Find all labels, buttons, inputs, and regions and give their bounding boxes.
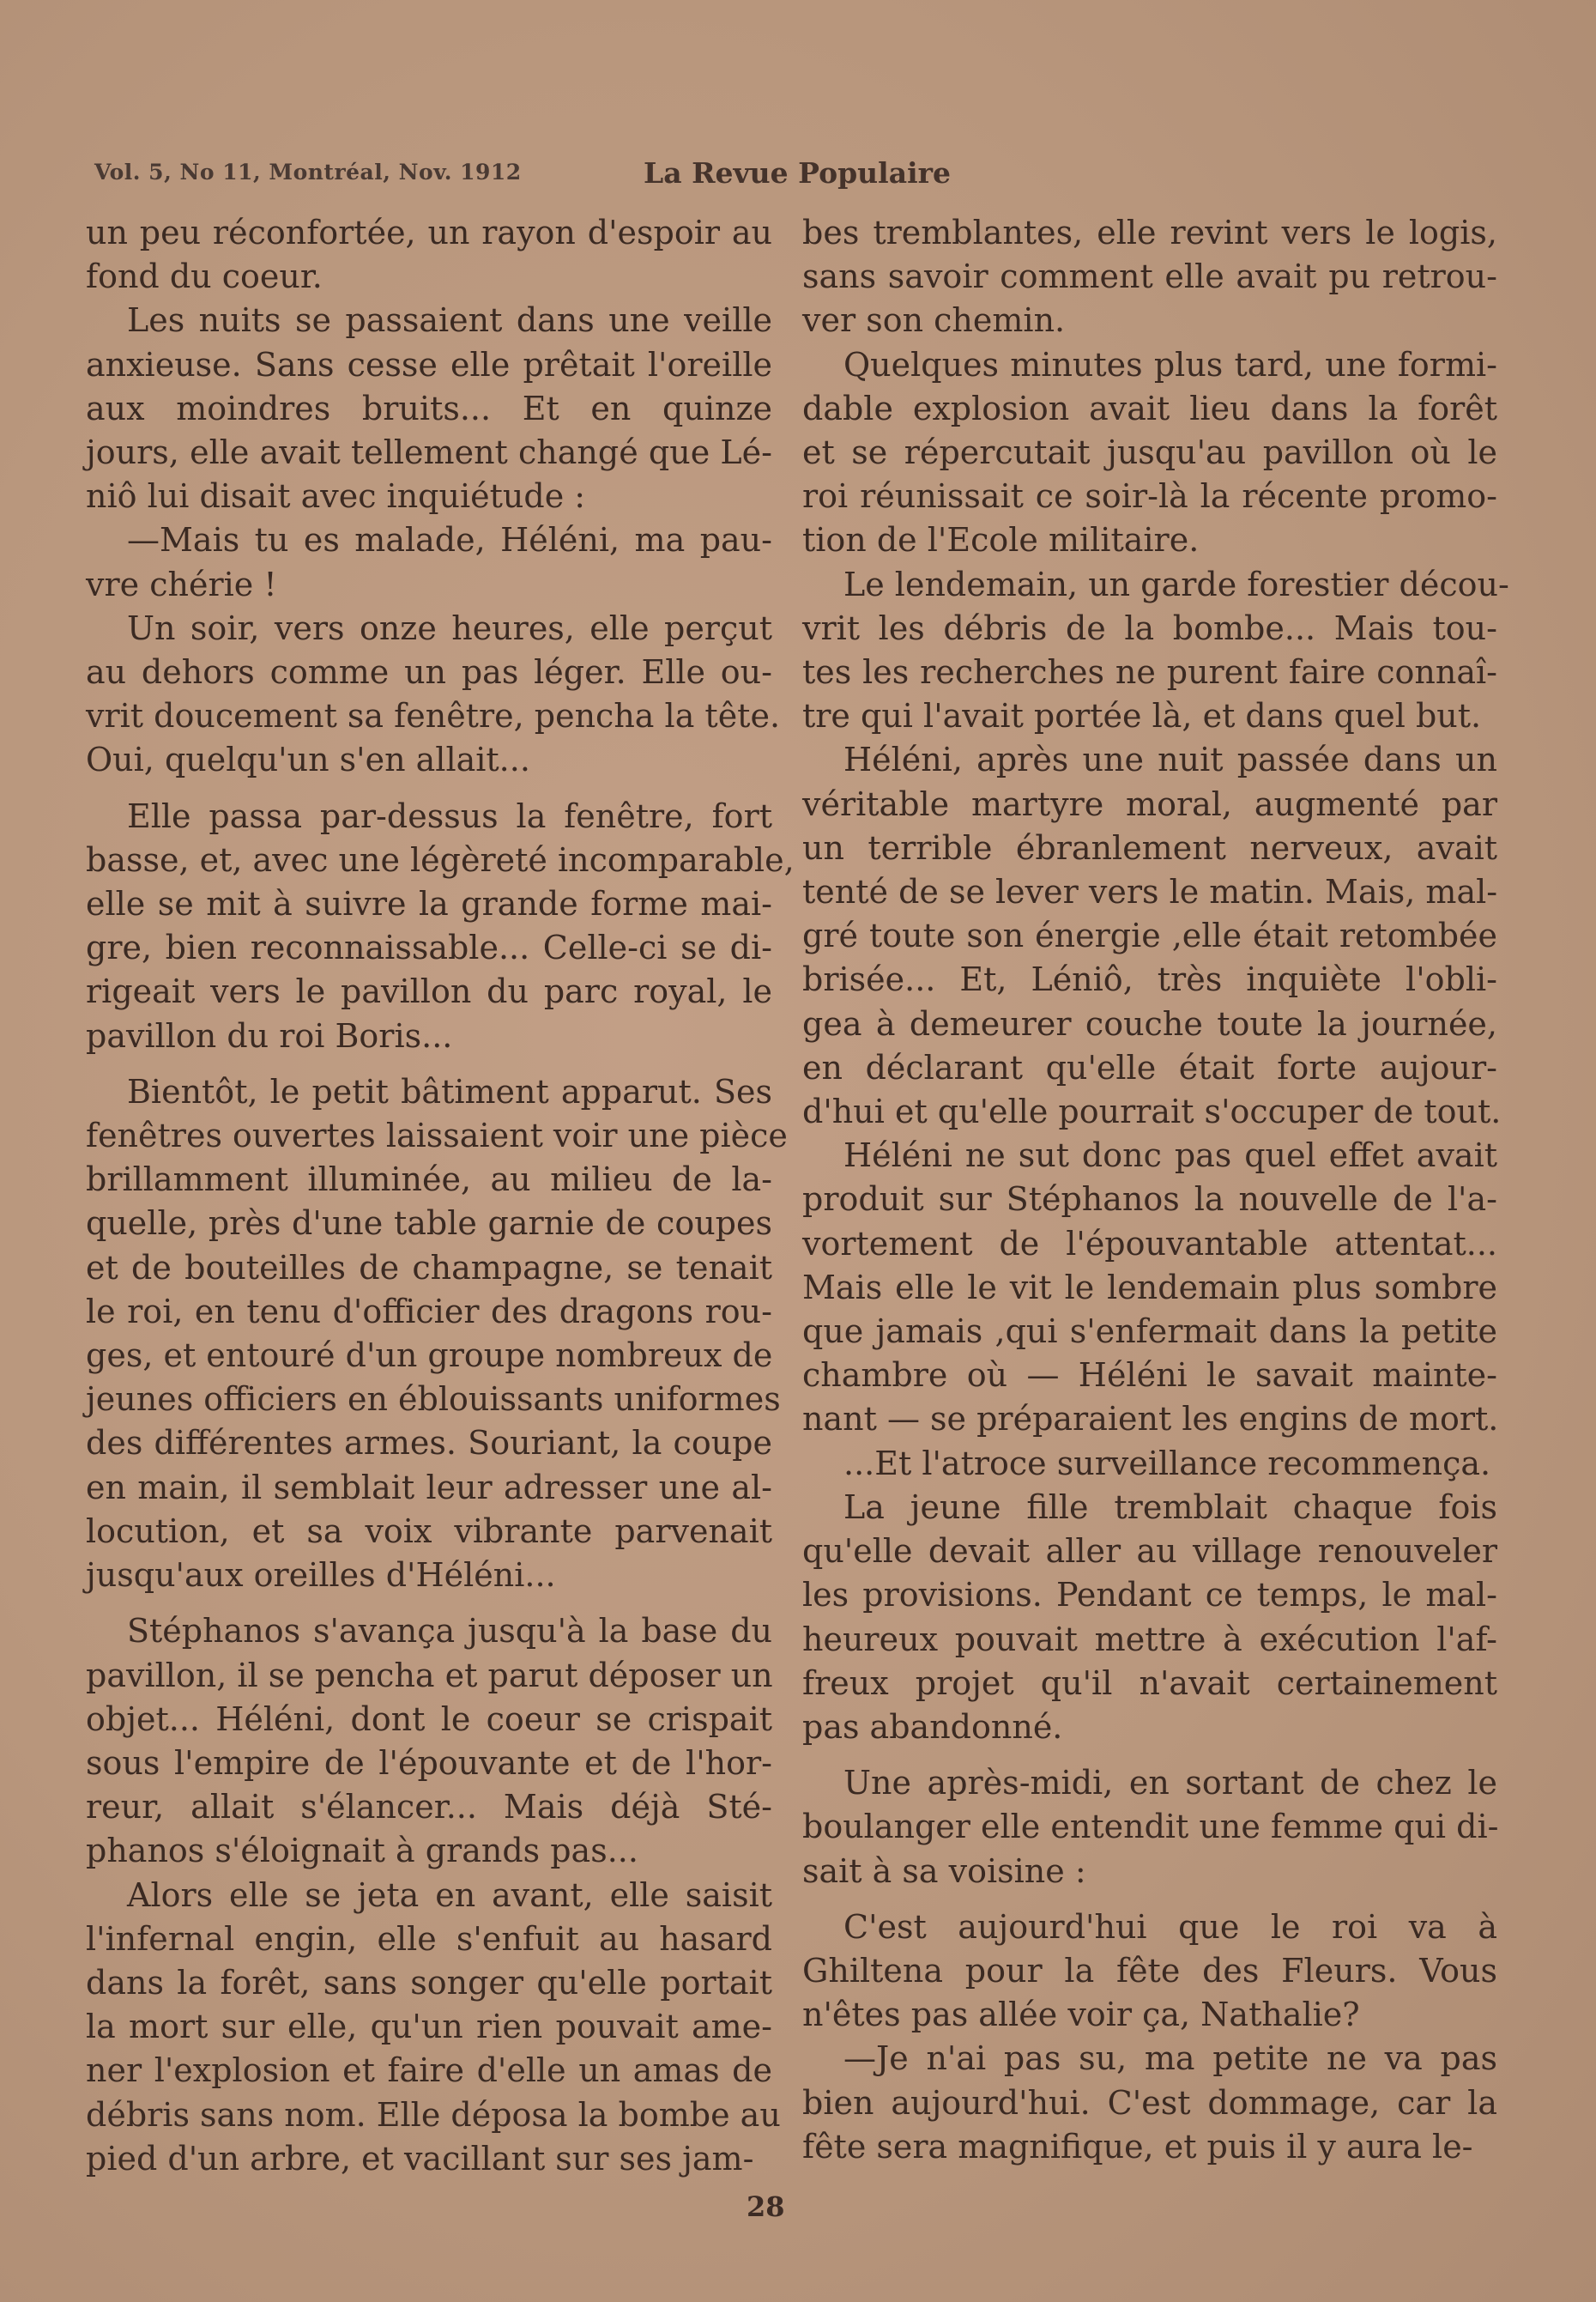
text-line: vre chérie ! [86,565,277,603]
text-line: quelle, près d'une table garnie de coupes [86,1204,772,1243]
text-line: Héléni ne sut donc pas quel effet avait [843,1136,1497,1175]
paragraph [802,343,1497,563]
text-line: d'hui et qu'elle pourrait s'occuper de tout. [802,1093,1502,1131]
text-line: niô lui disait avec inquiétude : [86,477,586,516]
issue-info: Vol. 5, No 11, Montréal, Nov. 1912 [94,160,522,185]
text-line: ver son chemin. [802,301,1066,340]
magazine-title: La Revue Populaire [644,156,951,190]
text-line: tes les recherches ne purent faire connaî- [802,653,1497,692]
page-number: 28 [747,2190,785,2223]
text-line: jours, elle avait tellement changé que Lé- [86,433,772,472]
text-line: nant — se préparaient les engins de mort. [802,1400,1499,1439]
text-line: rigeait vers le pavillon du parc royal, le [86,972,772,1011]
paragraph [86,299,772,518]
paragraph [802,1442,1497,1486]
text-line: bien aujourd'hui. C'est dommage, car la [802,2083,1497,2122]
text-line: la mort sur elle, qu'un rien pouvait ame- [86,2008,772,2046]
text-line: tenté de se lever vers le matin. Mais, mal- [802,873,1498,912]
text-line: sait à sa voisine : [802,1851,1086,1890]
text-line: elle se mit à suivre la grande forme mai- [86,885,772,924]
paragraph [802,1134,1497,1441]
text-line: bes tremblantes, elle revint vers le logis, [802,214,1497,251]
paragraph [86,1874,781,2181]
text-line: un peu réconfortée, un rayon d'espoir au [86,214,772,251]
text-line: dans la forêt, sans songer qu'elle portait [86,1963,772,2002]
text-line: fenêtres ouvertes laissaient voir une pièce [86,1117,788,1155]
text-line: tion de l'Ecole militaire. [802,521,1200,560]
text-line: n'êtes pas allée voir ça, Nathalie? [802,1996,1360,2034]
text-line: sans savoir comment elle avait pu retrou- [802,257,1497,296]
text-line: en main, il semblait leur adresser une al- [86,1468,772,1506]
text-line: Mais elle le vit le lendemain plus sombre [802,1268,1497,1306]
text-line: des différentes armes. Souriant, la coupe [86,1424,772,1463]
text-line: pavillon, il se pencha et parut déposer un [86,1656,773,1694]
text-line: Ghiltena pour la fête des Fleurs. Vous [802,1951,1497,1990]
text-line: aux moindres bruits... Et en quinze [86,389,772,427]
text-line: produit sur Stéphanos la nouvelle de l'a- [802,1180,1497,1219]
paragraph [802,563,1509,739]
text-line: pavillon du roi Boris... [86,1016,453,1055]
text-line: gea à demeurer couche toute la journée, [802,1004,1497,1043]
paragraph [802,738,1502,1134]
text-line: Les nuits se passaient dans une veille [127,301,772,340]
text-line: Oui, quelqu'un s'en allait... [86,741,530,779]
text-line: vrit les débris de la bombe... Mais tou- [802,609,1497,647]
text-line: —Je n'ai pas su, ma petite ne va pas [843,2039,1497,2078]
running-header [94,156,978,199]
text-line: tre qui l'avait portée là, et dans quel but. [802,697,1482,736]
text-line: gre, bien reconnaissable... Celle-ci se di- [86,929,772,967]
text-line: heureux pouvait mettre à exécution l'af- [802,1620,1497,1658]
text-line: en déclarant qu'elle était forte aujour- [802,1048,1497,1087]
text-line: C'est aujourd'hui que le roi va à [843,1907,1497,1946]
paragraph [86,607,781,783]
text-line: Une après-midi, en sortant de chez le [843,1764,1497,1802]
paragraph [802,2037,1497,2169]
text-line: jusqu'aux oreilles d'Héléni... [86,1556,556,1595]
right-column [802,211,1509,2169]
text-line: qu'elle devait aller au village renouveler [802,1532,1497,1571]
text-line: Alors elle se jeta en avant, elle saisit [127,1875,772,1914]
text-line: brisée... Et, Léniô, très inquiète l'obli- [802,960,1497,999]
text-line: Stéphanos s'avança jusqu'à la base du [127,1612,772,1651]
text-line: l'infernal engin, elle s'enfuit au hasard [86,1919,772,1958]
text-line: un terrible ébranlement nerveux, avait [802,828,1497,867]
paragraph [802,211,1497,343]
paragraph [86,518,772,606]
text-line: pas abandonné. [802,1707,1063,1746]
text-line: objet... Héléni, dont le coeur se crispait [86,1699,772,1738]
paragraph [802,1486,1497,1749]
text-line: brillamment illuminée, au milieu de la- [86,1160,772,1199]
paragraph [86,1070,788,1597]
text-line: au dehors comme un pas léger. Elle ou- [86,653,772,692]
text-line: pied d'un arbre, et vacillant sur ses jam- [86,2139,754,2178]
text-line: —Mais tu es malade, Héléni, ma pau- [127,521,772,560]
text-line: vortement de l'épouvantable attentat... [802,1224,1497,1263]
paragraph [86,795,795,1058]
text-line: les provisions. Pendant ce temps, le mal- [802,1576,1497,1614]
text-line: freux projet qu'il n'avait certainement [802,1663,1497,1702]
text-line: locution, et sa voix vibrante parvenait [86,1511,772,1550]
text-line: dable explosion avait lieu dans la forêt [802,389,1497,427]
text-line: et de bouteilles de champagne, se tenait [86,1248,772,1287]
text-line: fond du coeur. [86,257,323,296]
paragraph [86,211,772,299]
text-line: et se répercutait jusqu'au pavillon où le [802,433,1497,472]
text-line: Elle passa par-dessus la fenêtre, fort [127,797,772,835]
text-line: phanos s'éloignait à grands pas... [86,1832,638,1870]
text-line: Bientôt, le petit bâtiment apparut. Ses [127,1072,772,1111]
text-line: gré toute son énergie ,elle était retombée [802,917,1497,955]
paragraph [802,1761,1497,1893]
paragraph [802,1905,1497,2038]
text-line: ges, et entouré d'un groupe nombreux de [86,1336,773,1375]
text-line: fête sera magnifique, et puis il y aura le- [802,2127,1473,2166]
text-line: Le lendemain, un garde forestier décou- [843,565,1509,603]
text-line: boulanger elle entendit une femme qui di- [802,1808,1499,1846]
text-line: véritable martyre moral, augmenté par [802,784,1497,823]
text-line: vrit doucement sa fenêtre, pencha la tête. [86,697,781,736]
text-line: ...Et l'atroce surveillance recommença. [843,1444,1491,1482]
text-line: Un soir, vers onze heures, elle perçut [127,609,772,647]
text-line: reur, allait s'élancer... Mais déjà Sté- [86,1788,772,1826]
text-line: sous l'empire de l'épouvante et de l'hor- [86,1743,772,1782]
text-line: que jamais ,qui s'enfermait dans la petite [802,1312,1497,1351]
text-line: anxieuse. Sans cesse elle prêtait l'oreille [86,345,772,384]
text-line: roi réunissait ce soir-là la récente promo- [802,477,1497,516]
text-line: La jeune fille tremblait chaque fois [843,1487,1497,1526]
paragraph [86,1609,772,1873]
text-line: Quelques minutes plus tard, une formi- [843,345,1497,384]
text-line: chambre où — Héléni le savait mainte- [802,1356,1497,1395]
text-line: Héléni, après une nuit passée dans un [843,741,1497,779]
left-column [86,211,795,2181]
text-line: jeunes officiers en éblouissants uniformes [86,1380,781,1419]
text-line: débris sans nom. Elle déposa la bombe au [86,2095,781,2134]
text-line: le roi, en tenu d'officier des dragons rou- [86,1292,772,1330]
text-line: basse, et, avec une légèreté incomparable, [86,840,795,879]
text-line: ner l'explosion et faire d'elle un amas de [86,2051,772,2090]
